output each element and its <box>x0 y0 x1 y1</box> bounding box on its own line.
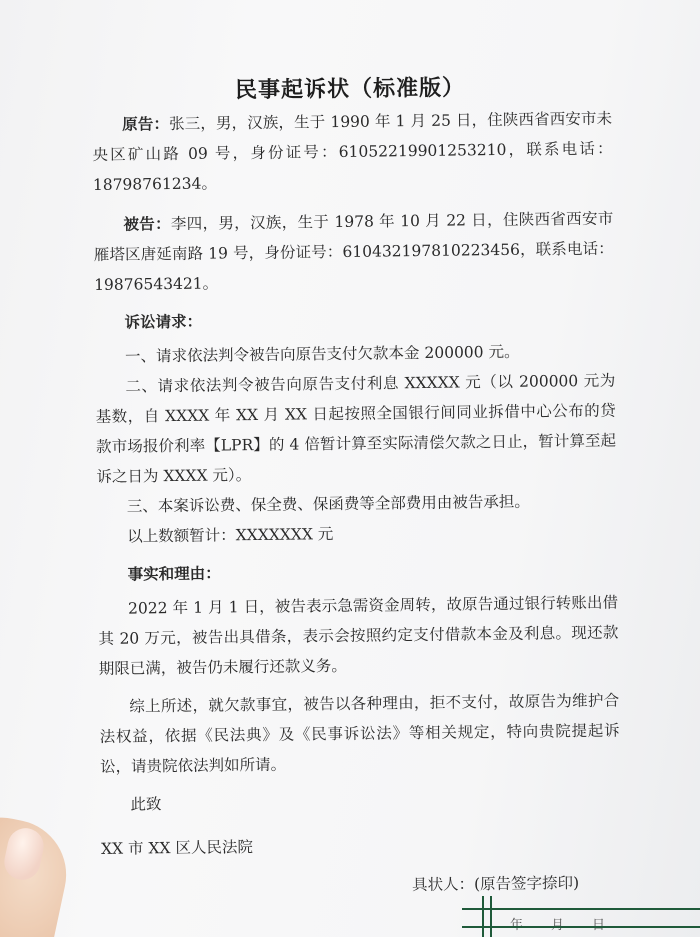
defendant-text: 李四，男，汉族，生于 1978 年 10 月 22 日，住陕西省西安市雁塔区唐延南路 19 号，身份证号：610432197810223456，联系电话：19876543421。 <box>93 209 614 294</box>
defendant-paragraph <box>93 204 614 300</box>
frame-rule-left-inner <box>490 896 492 937</box>
defendant-label: 被告： <box>123 215 172 234</box>
date-line <box>510 914 633 933</box>
facts-heading: 事实和理由： <box>127 564 221 584</box>
facts-paragraph: 综上所述，就欠款事宜，被告以各种理由，拒不支付，故原告为维护合法权益，依据《民法典》及《民事诉讼法》等相关规定，特向贵院提起诉讼，请贵院依法判如所请。 <box>99 691 620 776</box>
document-body <box>92 104 621 864</box>
facts-paragraph: 2022 年 1 月 1 日，被告表示急需资金周转，故原告通过银行转账出借其 20 万元，被告出具借条，表示会按照约定支付借款本金及利息。现还款期限已满，被告仍未履行还款义务。 <box>98 593 619 678</box>
plaintiff-text: 张三，男，汉族，生于 1990 年 1 月 25 日，住陕西省西安市未央区矿山路 09 号，身份证号：61052219901253210，联系电话：18798761234。 <box>92 109 613 194</box>
claim-item: 一、请求依法判令被告向原告支付欠款本金 200000 元。 <box>124 342 520 366</box>
closing-text: 此致 <box>130 795 162 814</box>
claims-heading: 诉讼请求： <box>124 312 203 332</box>
claim-item: 三、本案诉讼费、保全费、保函费等全部费用由被告承担。 <box>126 492 530 516</box>
plaintiff-label: 原告： <box>122 115 170 134</box>
claims-total: 以上数额暂计：XXXXXXX 元 <box>127 525 334 546</box>
court-name: XX 市 XX 区人民法院 <box>100 838 254 858</box>
signature-line: 具状人：(原告签字捺印) <box>411 873 580 895</box>
frame-rule-left <box>482 896 484 937</box>
frame-rule-top <box>462 908 700 910</box>
document-title: 民事起诉状（标准版） <box>234 75 466 104</box>
plaintiff-paragraph <box>92 104 613 200</box>
frame-rule-bottom <box>462 926 700 928</box>
claim-item: 二、请求依法判令被告向原告支付利息 XXXXX 元（以 200000 元为基数，自 XXXX 年 XX 月 XX 日起按照全国银行间同业拆借中心公布的贷款市场报价利率【LPR】的 4 倍暂计算至实际清偿欠款之日止，暂计算至起诉之日为 XXXX 元）。 <box>95 371 617 486</box>
